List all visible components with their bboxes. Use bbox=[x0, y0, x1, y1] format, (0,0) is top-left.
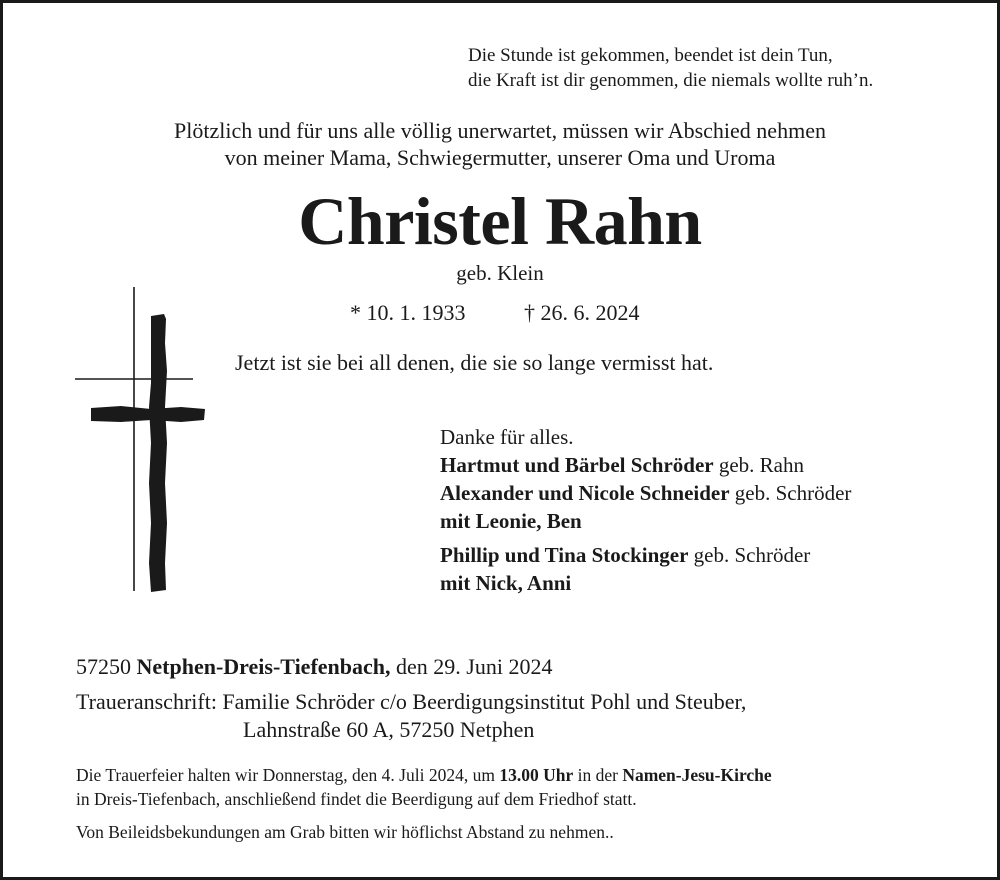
service-info: in Dreis-Tiefenbach, anschließend findet die Beerdigung auf dem Friedhof statt. bbox=[76, 789, 637, 809]
family-names: mit Leonie, Ben bbox=[440, 509, 582, 533]
cross-icon bbox=[73, 283, 213, 598]
family-line bbox=[440, 569, 851, 597]
birth-date: * 10. 1. 1933 bbox=[350, 300, 466, 325]
intro-text bbox=[3, 117, 997, 171]
notice-date: den 29. Juni 2024 bbox=[390, 654, 553, 679]
service-text: in der bbox=[573, 765, 623, 785]
family-names: Phillip und Tina Stockinger bbox=[440, 543, 689, 567]
service-time: 13.00 Uhr bbox=[499, 765, 574, 785]
family-line bbox=[440, 535, 851, 569]
family-names: mit Nick, Anni bbox=[440, 571, 572, 595]
family-maiden: geb. Schröder bbox=[688, 543, 811, 567]
mourning-address-line: Traueranschrift: Familie Schröder c/o Beerdigungsinstitut Pohl und Steuber, bbox=[76, 689, 747, 714]
intro-line: Plötzlich und für uns alle völlig unerwartet, müssen wir Abschied nehmen bbox=[174, 118, 826, 143]
maiden-name: geb. Klein bbox=[456, 261, 544, 285]
place-name: Netphen-Dreis-Tiefenbach, bbox=[136, 654, 391, 679]
mourning-address-line: Lahnstraße 60 A, 57250 Netphen bbox=[243, 717, 535, 742]
poem-line: Die Stunde ist gekommen, beendet ist dein Tun, bbox=[468, 45, 833, 66]
place-date bbox=[76, 653, 552, 681]
zip-code: 57250 bbox=[76, 654, 137, 679]
family-maiden: geb. Schröder bbox=[729, 481, 852, 505]
family-maiden: geb. Rahn bbox=[713, 453, 804, 477]
family-line bbox=[440, 451, 851, 479]
deceased-name: Christel Rahn bbox=[298, 183, 702, 259]
family-line bbox=[440, 479, 851, 507]
service-text: Die Trauerfeier halten wir Donnerstag, den 4. Juli 2024, um bbox=[76, 765, 500, 785]
family-line bbox=[440, 507, 851, 535]
thanks-line: Danke für alles. bbox=[440, 425, 574, 449]
death-date: † 26. 6. 2024 bbox=[524, 300, 640, 325]
family-signature bbox=[440, 423, 851, 597]
condolences-note: Von Beileidsbekundungen am Grab bitten wir höflichst Abstand zu nehmen.. bbox=[76, 822, 614, 842]
memorial-quote: Jetzt ist sie bei all denen, die sie so lange vermisst hat. bbox=[235, 350, 714, 375]
poem-line: die Kraft ist dir genommen, die niemals wollte ruh’n. bbox=[468, 70, 874, 91]
intro-line: von meiner Mama, Schwiegermutter, unserer Oma und Uroma bbox=[224, 145, 776, 170]
service-info bbox=[76, 764, 772, 787]
family-names: Alexander und Nicole Schneider bbox=[440, 481, 730, 505]
church-name: Namen-Jesu-Kirche bbox=[622, 765, 772, 785]
family-names: Hartmut und Bärbel Schröder bbox=[440, 453, 714, 477]
poem bbox=[468, 43, 873, 93]
